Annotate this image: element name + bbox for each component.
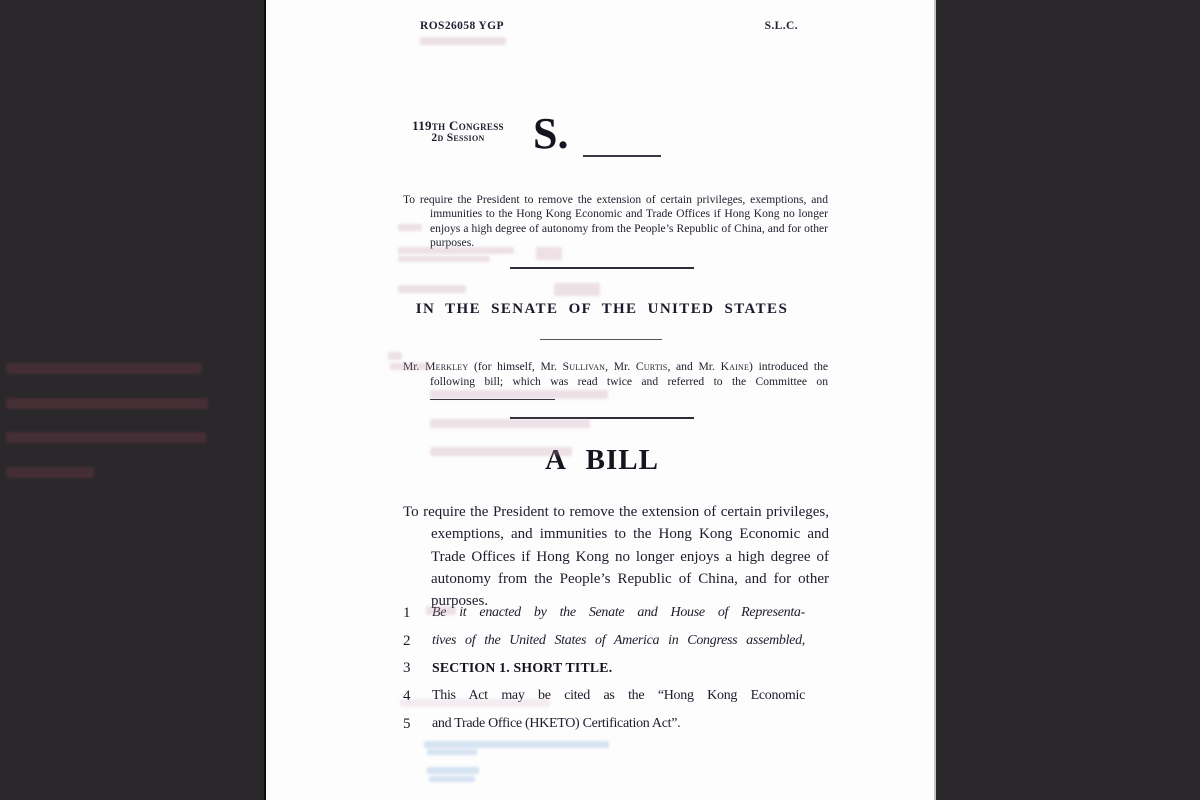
line-text: This Act may be cited as the “Hong Kong Economic [432, 688, 805, 704]
sponsor-name: Curtis [635, 359, 668, 373]
ghost-artifact [390, 363, 430, 370]
sponsor-text-segment: , Mr. [605, 359, 636, 373]
ghost-artifact [6, 432, 206, 443]
sponsor-text-segment: ) introduced the following bill; which was read twice and referred to the Committee on [430, 359, 829, 388]
bill-text-line [403, 633, 805, 661]
line-number: 3 [403, 660, 411, 677]
official-title-preamble: To require the President to remove the extension of certain privileges, exemptions, and immunities to the Hong Kong Economic and Trade Offices if Hong Kong no longer enjoys a high degree of autonomy from the People’s Republic of China, and for other purposes. [403, 192, 828, 250]
line-number: 4 [403, 688, 411, 705]
line-number: 5 [403, 715, 411, 732]
sponsor-text-segment: (for himself, Mr. [468, 359, 563, 373]
ghost-artifact [420, 37, 506, 45]
line-number: 1 [403, 605, 411, 621]
ghost-artifact [429, 776, 475, 782]
ghost-artifact [536, 247, 562, 260]
drafting-code: ROS26058 YGP [420, 20, 504, 32]
bill-heading: A BILL [545, 444, 659, 476]
ghost-artifact [424, 741, 609, 748]
line-text: tives of the United States of America in Congress assembled, [432, 632, 805, 648]
congress-number: 119th Congress [412, 118, 504, 133]
bill-body-lines [403, 605, 805, 743]
ghost-artifact [427, 767, 479, 774]
sponsor-name: Kaine [720, 359, 750, 373]
bill-text-line [403, 660, 805, 688]
ghost-artifact [554, 283, 600, 296]
line-number: 2 [403, 632, 411, 649]
separator-rule-thin [540, 339, 662, 340]
ghost-artifact [430, 390, 608, 399]
sponsor-name: Sullivan [562, 359, 606, 373]
bill-text-line [403, 605, 805, 633]
ghost-artifact [400, 699, 550, 707]
separator-rule [510, 267, 694, 269]
drafting-slug-row [420, 20, 798, 32]
sponsor-text-segment: Mr. [403, 359, 426, 373]
ghost-artifact [398, 256, 490, 262]
long-title: To require the President to remove the extension of certain privileges, exemptions, and immunities to the Hong Kong Economic and Trade Offices if Hong Kong no longer enjoys a high degree of autonomy from the People’s Republic of China, and for other purposes. [403, 504, 829, 610]
ghost-artifact [430, 419, 590, 428]
ghost-artifact [398, 247, 514, 254]
congress-session-block [394, 119, 522, 145]
chamber-heading: IN THE SENATE OF THE UNITED STATES [415, 301, 789, 317]
ghost-artifact [398, 285, 466, 293]
sponsor-text [403, 360, 828, 388]
bill-text-line [403, 716, 805, 744]
session-number: 2d Session [431, 132, 485, 144]
ghost-artifact [6, 398, 208, 409]
bill-designation: S. [533, 109, 569, 158]
ghost-artifact [398, 224, 422, 231]
ghost-artifact [430, 447, 572, 456]
ghost-artifact [426, 606, 456, 615]
line-text: SECTION 1. SHORT TITLE. [432, 660, 613, 676]
slc-code: S.L.C. [764, 20, 798, 32]
ghost-artifact [427, 749, 477, 755]
ghost-artifact [6, 467, 94, 478]
bill-number-blank [583, 155, 661, 157]
sponsor-name: Merkley [425, 359, 469, 373]
line-text: Be it enacted by the Senate and House of Representa- [432, 605, 805, 620]
sponsor-text-segment: , and Mr. [667, 359, 721, 373]
ghost-artifact [388, 352, 402, 360]
bill-document-page [266, 0, 934, 800]
line-text: and Trade Office (HKETO) Certification Act”. [432, 715, 681, 731]
ghost-artifact [6, 363, 202, 374]
